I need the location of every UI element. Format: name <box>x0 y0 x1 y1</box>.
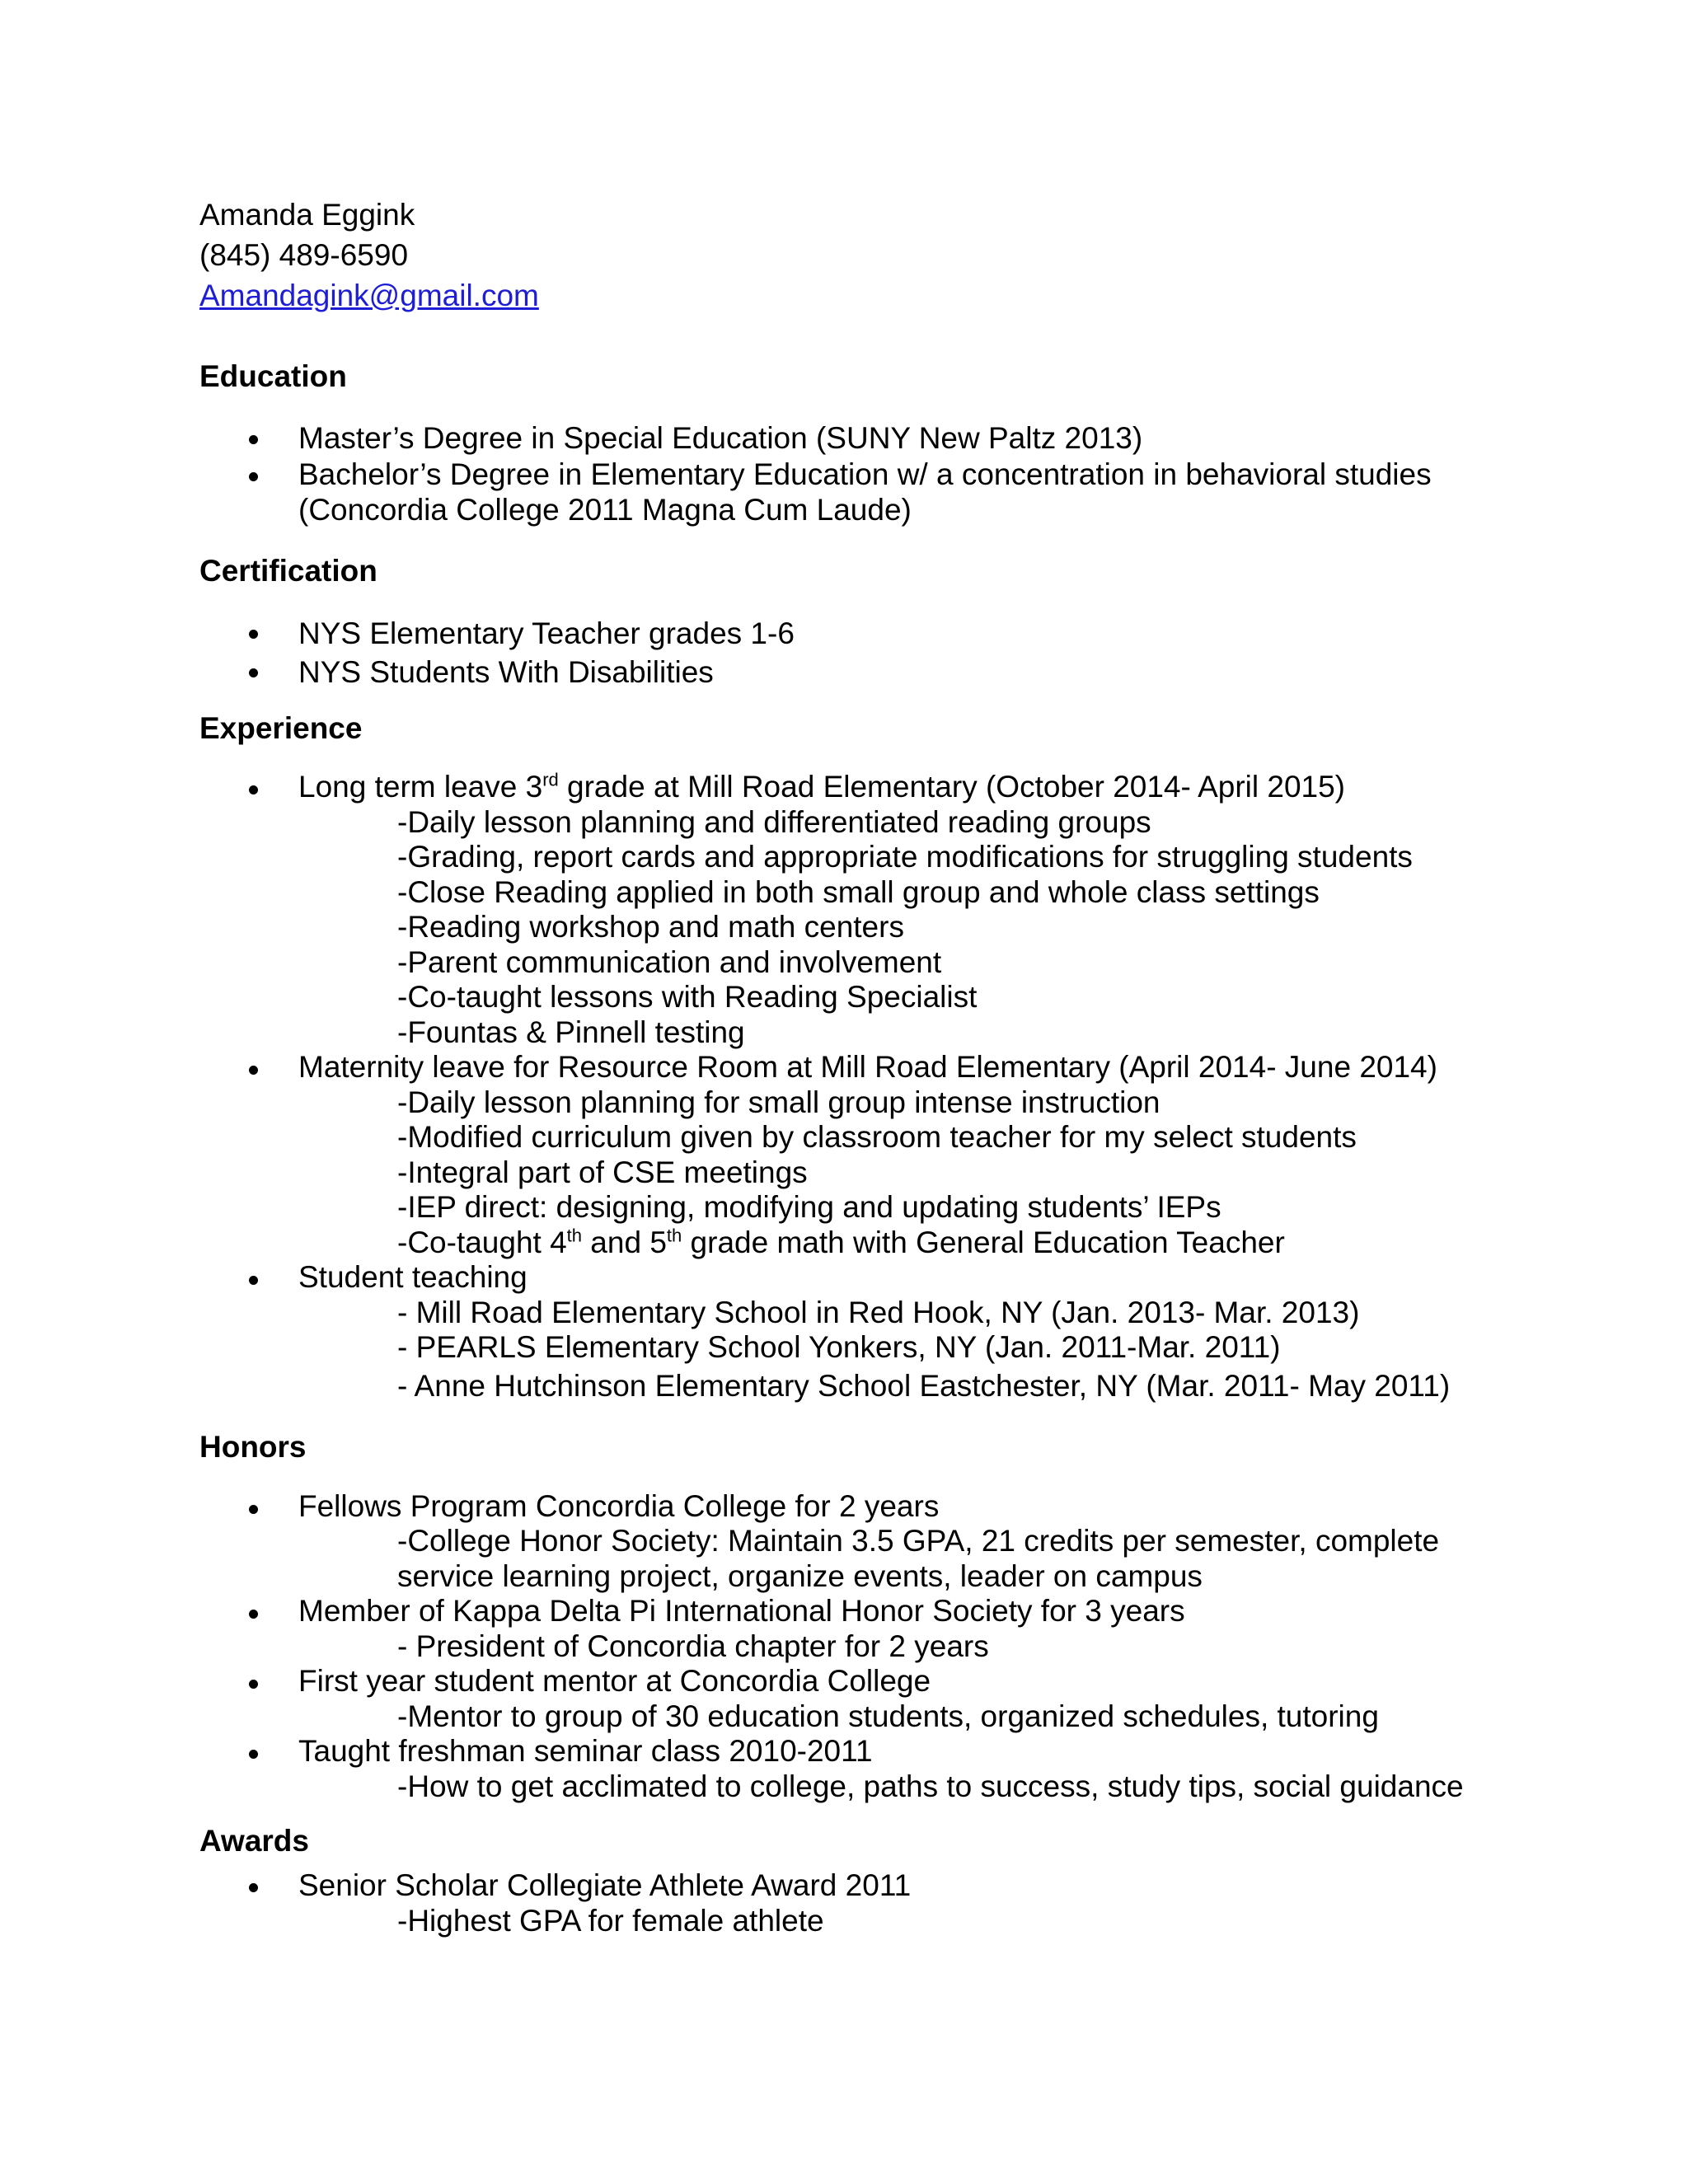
list-item-detail: - Mill Road Elementary School in Red Hook, NY (Jan. 2013- Mar. 2013) <box>397 1295 1360 1329</box>
contact-block <box>199 194 1589 316</box>
bullet-icon <box>249 630 258 639</box>
bullet-icon <box>249 1505 258 1514</box>
list-item-detail: - President of Concordia chapter for 2 years <box>397 1629 989 1663</box>
certification-heading: Certification <box>199 554 377 588</box>
list-item-detail: -Grading, report cards and appropriate modifications for struggling students <box>397 840 1413 874</box>
awards-list <box>199 1868 1589 1939</box>
list-item-detail: -IEP direct: designing, modifying and updating students’ IEPs <box>397 1190 1221 1224</box>
list-item-detail: -College Honor Society: Maintain 3.5 GPA, 21 credits per semester, complete <box>397 1524 1440 1558</box>
list-item-detail: -Daily lesson planning and differentiated reading groups <box>397 804 1151 839</box>
education-list <box>199 419 1589 527</box>
experience-section <box>199 708 1589 1407</box>
list-item-detail: service learning project, organize events, leader on campus <box>397 1558 1203 1593</box>
education-heading: Education <box>199 359 347 393</box>
bullet-icon <box>249 1680 258 1689</box>
list-item-continuation: (Concordia College 2011 Magna Cum Laude) <box>298 493 912 527</box>
certification-list <box>199 614 1589 691</box>
bullet-icon <box>249 1610 258 1619</box>
list-item: Fellows Program Concordia College for 2 years <box>199 1489 1589 1525</box>
list-item-detail: -Co-taught 4th and 5th grade math with General Education Teacher <box>397 1225 1285 1259</box>
experience-heading: Experience <box>199 711 363 745</box>
bullet-icon <box>249 472 258 481</box>
experience-list <box>199 770 1589 1407</box>
list-item: First year student mentor at Concordia College <box>199 1664 1589 1699</box>
applicant-name: Amanda Eggink <box>199 198 415 232</box>
list-item: Master’s Degree in Special Education (SUNY New Paltz 2013) <box>199 419 1589 457</box>
bullet-icon <box>249 1276 258 1285</box>
list-item-detail: -Modified curriculum given by classroom teacher for my select students <box>397 1120 1357 1154</box>
list-item-detail: -How to get acclimated to college, paths to success, study tips, social guidance <box>397 1769 1464 1803</box>
list-item: Taught freshman seminar class 2010-2011 <box>199 1734 1589 1769</box>
list-item-detail: - PEARLS Elementary School Yonkers, NY (Jan. 2011-Mar. 2011) <box>397 1330 1281 1364</box>
awards-section <box>199 1821 1589 1939</box>
list-item-detail: - Anne Hutchinson Elementary School Eastchester, NY (Mar. 2011- May 2011) <box>397 1368 1451 1403</box>
list-item-detail: -Highest GPA for female athlete <box>397 1904 824 1938</box>
list-item-detail: -Daily lesson planning for small group intense instruction <box>397 1085 1160 1119</box>
bullet-icon <box>249 435 258 444</box>
certification-section <box>199 551 1589 691</box>
list-item: Maternity leave for Resource Room at Mill Road Elementary (April 2014- June 2014) <box>199 1050 1589 1085</box>
list-item: Senior Scholar Collegiate Athlete Award 2011 <box>199 1868 1589 1904</box>
honors-section <box>199 1427 1589 1805</box>
list-item: Bachelor’s Degree in Elementary Education w/ a concentration in behavioral studies (Concordia College 2011 Magna Cum Laude) <box>199 457 1589 527</box>
list-item-detail: -Close Reading applied in both small group and whole class settings <box>397 874 1320 909</box>
honors-heading: Honors <box>199 1429 307 1464</box>
honors-list <box>199 1489 1589 1805</box>
list-item-detail: -Reading workshop and math centers <box>397 910 904 944</box>
email-link[interactable]: Amandagink@gmail.com <box>199 279 539 312</box>
list-item-detail: -Co-taught lessons with Reading Specialist <box>397 980 978 1014</box>
list-item: Long term leave 3rd grade at Mill Road Elementary (October 2014- April 2015) <box>199 770 1589 805</box>
education-section <box>199 356 1589 527</box>
list-item: NYS Students With Disabilities <box>199 653 1589 691</box>
list-item-detail: -Integral part of CSE meetings <box>397 1155 808 1189</box>
bullet-icon <box>249 785 258 794</box>
phone-number: (845) 489-6590 <box>199 238 409 272</box>
awards-heading: Awards <box>199 1824 309 1858</box>
list-item: NYS Elementary Teacher grades 1-6 <box>199 614 1589 653</box>
list-item-detail: -Parent communication and involvement <box>397 944 942 979</box>
list-item: Member of Kappa Delta Pi International Honor Society for 3 years <box>199 1594 1589 1629</box>
bullet-icon <box>249 1750 258 1759</box>
bullet-icon <box>249 668 258 677</box>
list-item: Student teaching <box>199 1260 1589 1296</box>
bullet-icon <box>249 1066 258 1075</box>
bullet-icon <box>249 1883 258 1892</box>
list-item-detail: -Mentor to group of 30 education students, organized schedules, tutoring <box>397 1699 1379 1733</box>
list-item-detail: -Fountas & Pinnell testing <box>397 1015 745 1049</box>
